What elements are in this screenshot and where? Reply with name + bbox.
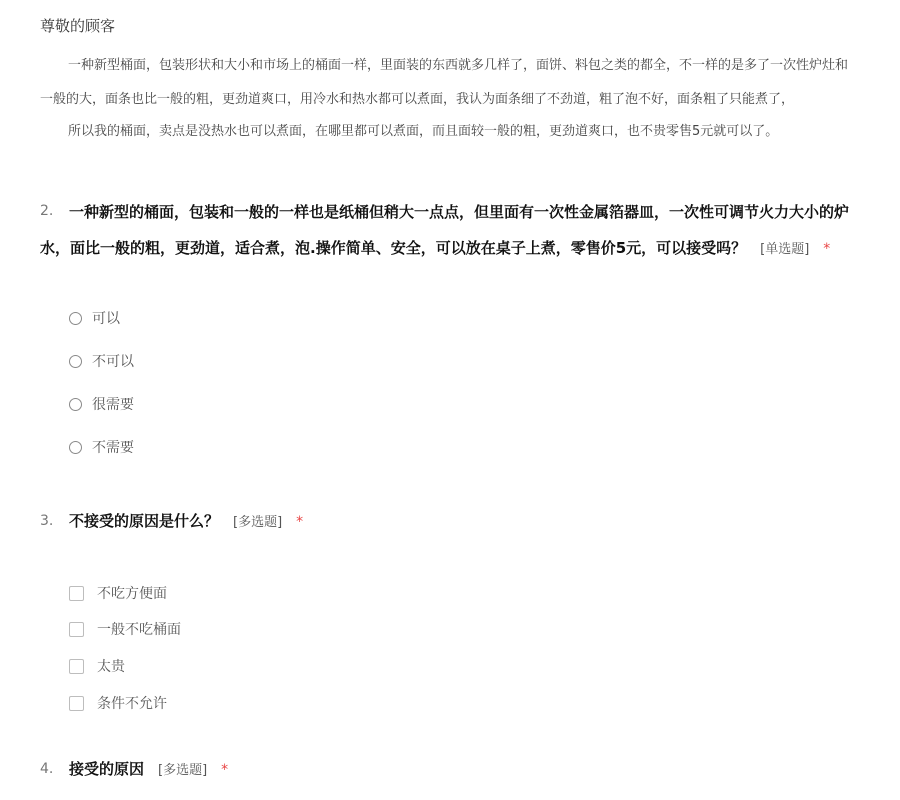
option-label: 条件不允许 bbox=[97, 696, 167, 712]
question-type-badge: [单选题] bbox=[760, 242, 810, 257]
radio-button[interactable] bbox=[69, 312, 82, 325]
question-type-badge: [多选题] bbox=[233, 515, 283, 530]
radio-button[interactable] bbox=[69, 441, 82, 454]
intro-line-2: 一般的大，面条也比一般的粗，更劲道爽口，用冷水和热水都可以煮面，我认为面条细了不劲道，粗了泡不好，面条粗了只能煮了， bbox=[40, 92, 795, 107]
intro-line-1: 一种新型桶面，包装形状和大小和市场上的桶面一样，里面装的东西就多几样了，面饼、料包之类的都全，不一样的是多了一次性炉灶和 bbox=[68, 58, 849, 73]
required-marker: * bbox=[823, 241, 831, 257]
question-2-title-line-2 bbox=[40, 236, 830, 262]
question-4-title-line bbox=[69, 757, 228, 783]
checkbox-option-2[interactable] bbox=[69, 619, 181, 639]
question-3-number: 3. bbox=[40, 513, 54, 529]
checkbox-option-4[interactable] bbox=[69, 693, 167, 713]
required-marker: * bbox=[221, 762, 229, 778]
option-label: 很需要 bbox=[92, 397, 134, 413]
required-marker: * bbox=[296, 514, 304, 530]
radio-button[interactable] bbox=[69, 398, 82, 411]
checkbox[interactable] bbox=[69, 586, 84, 601]
radio-option-1[interactable] bbox=[69, 308, 120, 328]
intro-line-3: 所以我的桶面，卖点是没热水也可以煮面，在哪里都可以煮面，而且面较一般的粗，更劲道爽口，也不贵零售5元就可以了。 bbox=[68, 124, 779, 139]
question-2-number: 2. bbox=[40, 203, 54, 219]
question-3-title-line bbox=[69, 509, 303, 535]
option-label: 一般不吃桶面 bbox=[97, 622, 181, 638]
option-label: 不需要 bbox=[92, 440, 134, 456]
question-3-title-text: 不接受的原因是什么？ bbox=[69, 512, 220, 530]
option-label: 可以 bbox=[92, 311, 120, 327]
radio-button[interactable] bbox=[69, 355, 82, 368]
option-label: 不吃方便面 bbox=[97, 586, 167, 602]
checkbox[interactable] bbox=[69, 622, 84, 637]
radio-option-2[interactable] bbox=[69, 351, 134, 371]
option-label: 太贵 bbox=[97, 659, 125, 675]
question-4-title-text: 接受的原因 bbox=[69, 760, 145, 778]
checkbox-option-1[interactable] bbox=[69, 583, 167, 603]
checkbox-option-3[interactable] bbox=[69, 656, 125, 676]
greeting: 尊敬的顾客 bbox=[40, 17, 116, 35]
checkbox[interactable] bbox=[69, 659, 84, 674]
question-2-title-text: 水，面比一般的粗，更劲道，适合煮，泡.操作简单、安全，可以放在桌子上煮，零售价5元，可以接受吗？ bbox=[40, 239, 747, 257]
checkbox[interactable] bbox=[69, 696, 84, 711]
radio-option-3[interactable] bbox=[69, 394, 134, 414]
question-2-title-line-1: 一种新型的桶面，包装和一般的一样也是纸桶但稍大一点点，但里面有一次性金属箔器皿，一次性可调节火力大小的炉 bbox=[69, 203, 850, 221]
radio-option-4[interactable] bbox=[69, 437, 134, 457]
question-4-number: 4. bbox=[40, 761, 54, 777]
option-label: 不可以 bbox=[92, 354, 134, 370]
question-type-badge: [多选题] bbox=[158, 763, 208, 778]
